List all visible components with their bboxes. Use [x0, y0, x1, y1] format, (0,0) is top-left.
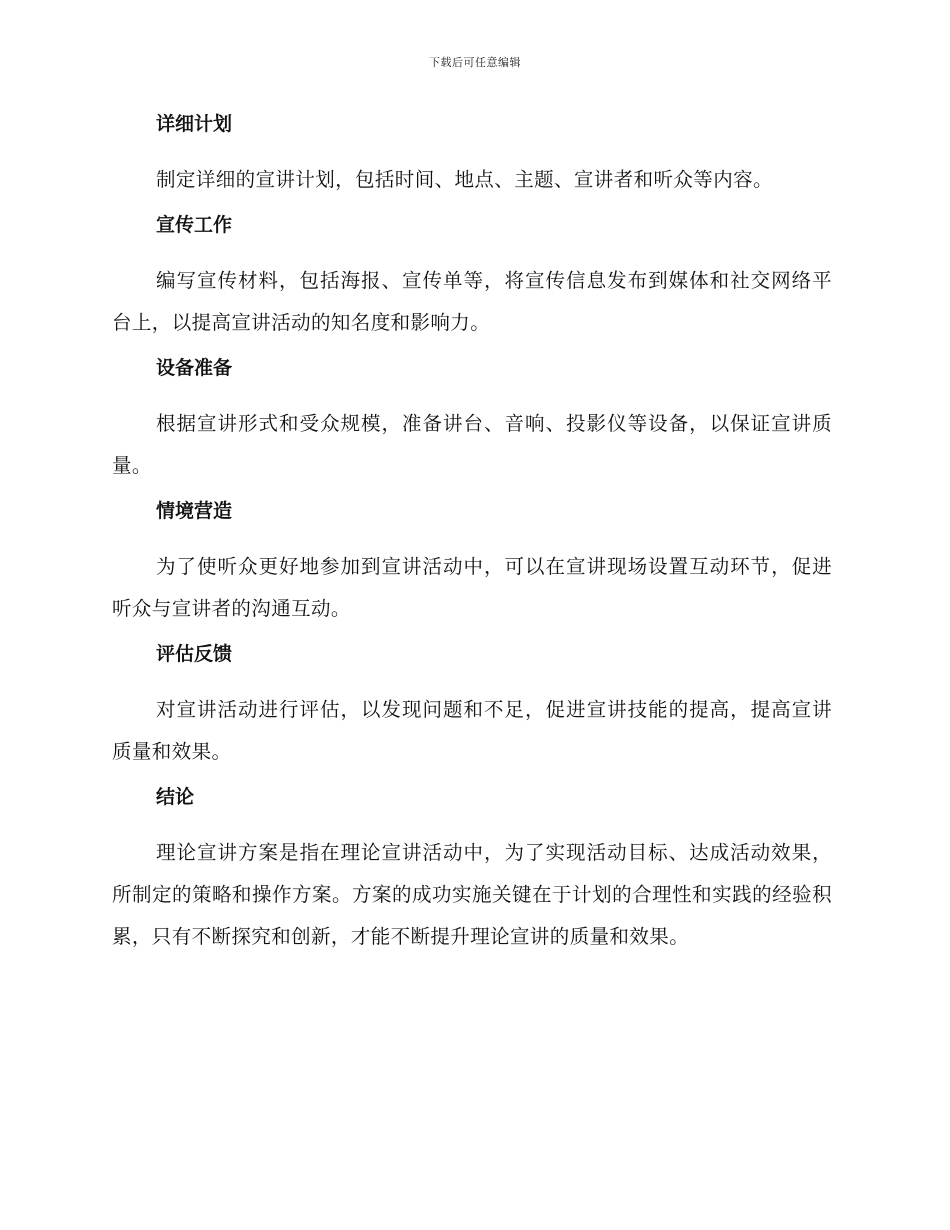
- section-title: 结论: [156, 786, 195, 808]
- section-conclusion: [112, 783, 832, 958]
- section-evaluation: [112, 640, 832, 773]
- section-body: 编写宣传材料，包括海报、宣传单等，将宣传信息发布到媒体和社交网络平台上，以提高宣讲活动的知名度和影响力。: [112, 269, 832, 334]
- section-body: 制定详细的宣讲计划，包括时间、地点、主题、宣讲者和听众等内容。: [156, 168, 773, 191]
- section-equipment: [112, 354, 832, 487]
- section-atmosphere: [112, 497, 832, 630]
- section-body: 理论宣讲方案是指在理论宣讲活动中，为了实现活动目标、达成活动效果，所制定的策略和操作方案。方案的成功实施关键在于计划的合理性和实践的经验积累，只有不断探究和创新，才能不断提升理论宣讲的质量和效果。: [112, 841, 832, 948]
- section-body: 为了使听众更好地参加到宣讲活动中，可以在宣讲现场设置互动环节，促进听众与宣讲者的沟通互动。: [112, 555, 832, 620]
- section-body: 根据宣讲形式和受众规模，准备讲台、音响、投影仪等设备，以保证宣讲质量。: [112, 412, 832, 477]
- section-publicity: [112, 211, 832, 344]
- section-title: 宣传工作: [156, 214, 233, 236]
- section-title: 情境营造: [156, 500, 233, 522]
- section-body: 对宣讲活动进行评估，以发现问题和不足，促进宣讲技能的提高，提高宣讲质量和效果。: [112, 698, 832, 763]
- section-detailed-plan: [112, 110, 832, 201]
- section-title: 评估反馈: [156, 643, 233, 665]
- section-title: 详细计划: [156, 113, 233, 135]
- document-content: [112, 110, 832, 968]
- page-header-note: 下载后可任意编辑: [429, 56, 521, 69]
- section-title: 设备准备: [156, 357, 233, 379]
